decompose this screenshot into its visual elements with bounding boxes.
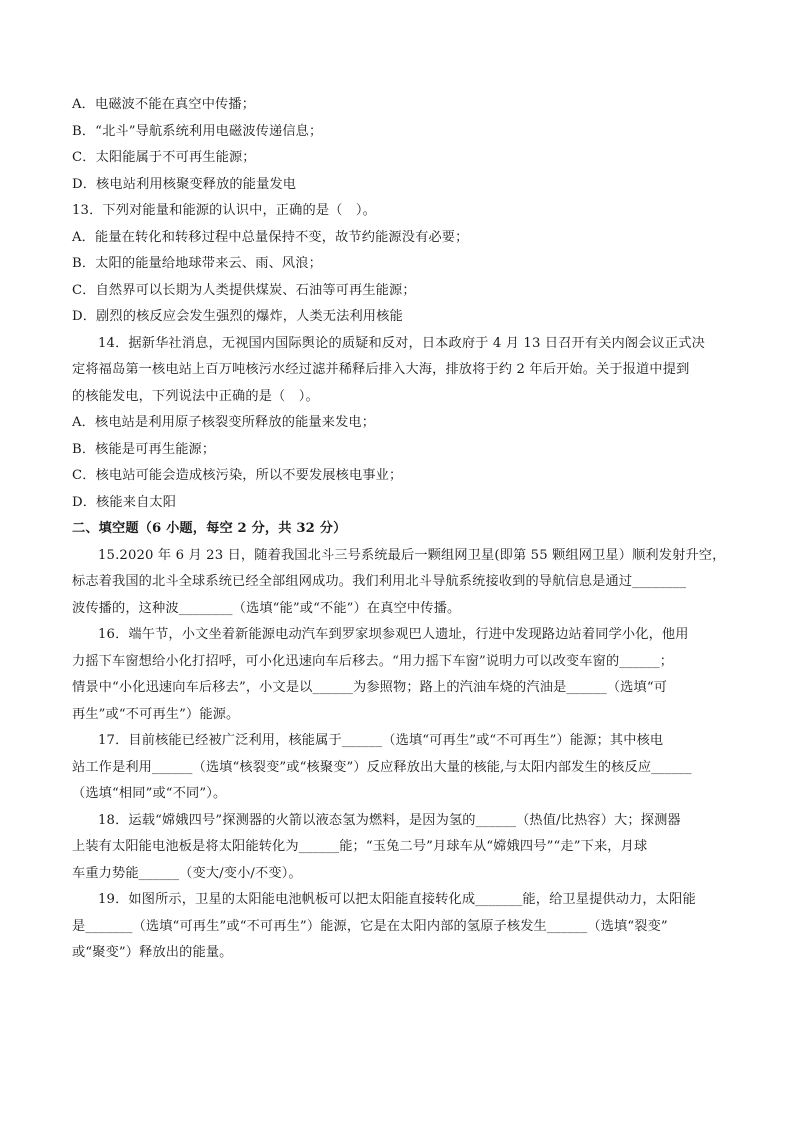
text-line: 波传播的，这种波________（选填“能”或“不能”）在真空中传播。	[72, 600, 461, 616]
text-line: B．核能是可再生能源；	[72, 441, 216, 457]
text-line: 13．下列对能量和能源的认识中，正确的是（ ）。	[72, 203, 376, 218]
text-line: A．核电站是利用原子核裂变所释放的能量来发电；	[72, 415, 376, 430]
text-line: D．核能来自太阳	[72, 494, 177, 510]
text-line: 19．如图所示，卫星的太阳能电池帆板可以把太阳能直接转化成_______能，给卫星提供动力，太阳能	[98, 892, 696, 907]
text-line: 15.2020 年 6 月 23 日，随着我国北斗三号系统最后一颗组网卫星(即第 55 颗组网卫星）顺利发射升空，	[98, 547, 726, 563]
text-line: 再生”或“不可再生”）能源。	[72, 706, 240, 722]
text-line: 或“聚变”）释放出的能量。	[72, 945, 233, 960]
text-line: 14．据新华社消息，无视国内国际舆论的质疑和反对，日本政府于 4 月 13 日召开有关内阁会议正式决	[98, 335, 705, 351]
text-line: C．核电站可能会造成核污染，所以不要发展核电事业；	[72, 468, 403, 483]
text-line: （选填“相同”或“不同”）。	[72, 786, 227, 801]
text-line: 力摇下车窗想给小化打招呼，可小化迅速向车后移去。“用力摇下车窗”说明力可以改变车窗的______；	[72, 653, 674, 669]
text-line: 18．运载“嫦娥四号”探测器的火箭以液态氢为燃料，是因为氢的______（热值/比热容）大；探测器	[98, 812, 681, 828]
text-line: 上装有太阳能电池板是将太阳能转化为______能；“玉兔二号”月球车从“嫦娥四号”“走”下来，月球	[72, 839, 648, 854]
text-line: 17．目前核能已经被广泛利用，核能属于______（选填“可再生”或“不可再生”）能源；其中核电	[98, 733, 664, 748]
text-line: D．剧烈的核反应会发生强烈的爆炸，人类无法利用核能	[72, 309, 403, 324]
text-line: A．电磁波不能在真空中传播；	[72, 97, 256, 112]
text-line: B．太阳的能量给地球带来云、雨、风浪；	[72, 256, 322, 271]
text-line: A．能量在转化和转移过程中总量保持不变，故节约能源没有必要；	[72, 229, 469, 245]
text-line: 情景中“小化迅速向车后移去”，小文是以______为参照物；路上的汽油车烧的汽油是______（选填“可	[72, 680, 668, 695]
text-line: 是_______（选填“可再生”或“不可再生”）能源，它是在太阳内部的氢原子核发生______（选填“裂变”	[72, 918, 668, 934]
text-line: 站工作是利用______（选填“核裂变”或“核聚变”）反应释放出大量的核能,与太阳内部发生的核反应______	[72, 759, 692, 775]
section-heading: 二、填空题（6 小题，每空 2 分，共 32 分）	[72, 521, 347, 536]
text-line: 的核能发电，下列说法中正确的是（ ）。	[72, 388, 319, 404]
text-line: 车重力势能______（变大/变小/不变）。	[72, 865, 302, 881]
text-line: D．核电站利用核聚变释放的能量发电	[72, 176, 297, 192]
text-line: 定将福岛第一核电站上百万吨核污水经过滤并稀释后排入大海，排放将于约 2 年后开始。关于报道中提到	[72, 362, 690, 377]
document-page	[72, 92, 726, 967]
text-line: 16．端午节，小文坐着新能源电动汽车到罗家坝参观巴人遗址，行进中发现路边站着同学小化，他用	[98, 627, 689, 642]
text-line: 标志着我国的北斗全球系统已经全部组网成功。我们利用北斗导航系统接收到的导航信息是通过________	[72, 574, 687, 589]
text-line: B．“北斗”导航系统利用电磁波传递信息；	[72, 123, 323, 139]
text-line: C．太阳能属于不可再生能源；	[72, 150, 256, 165]
text-line: C．自然界可以长期为人类提供煤炭、石油等可再生能源；	[72, 282, 416, 298]
